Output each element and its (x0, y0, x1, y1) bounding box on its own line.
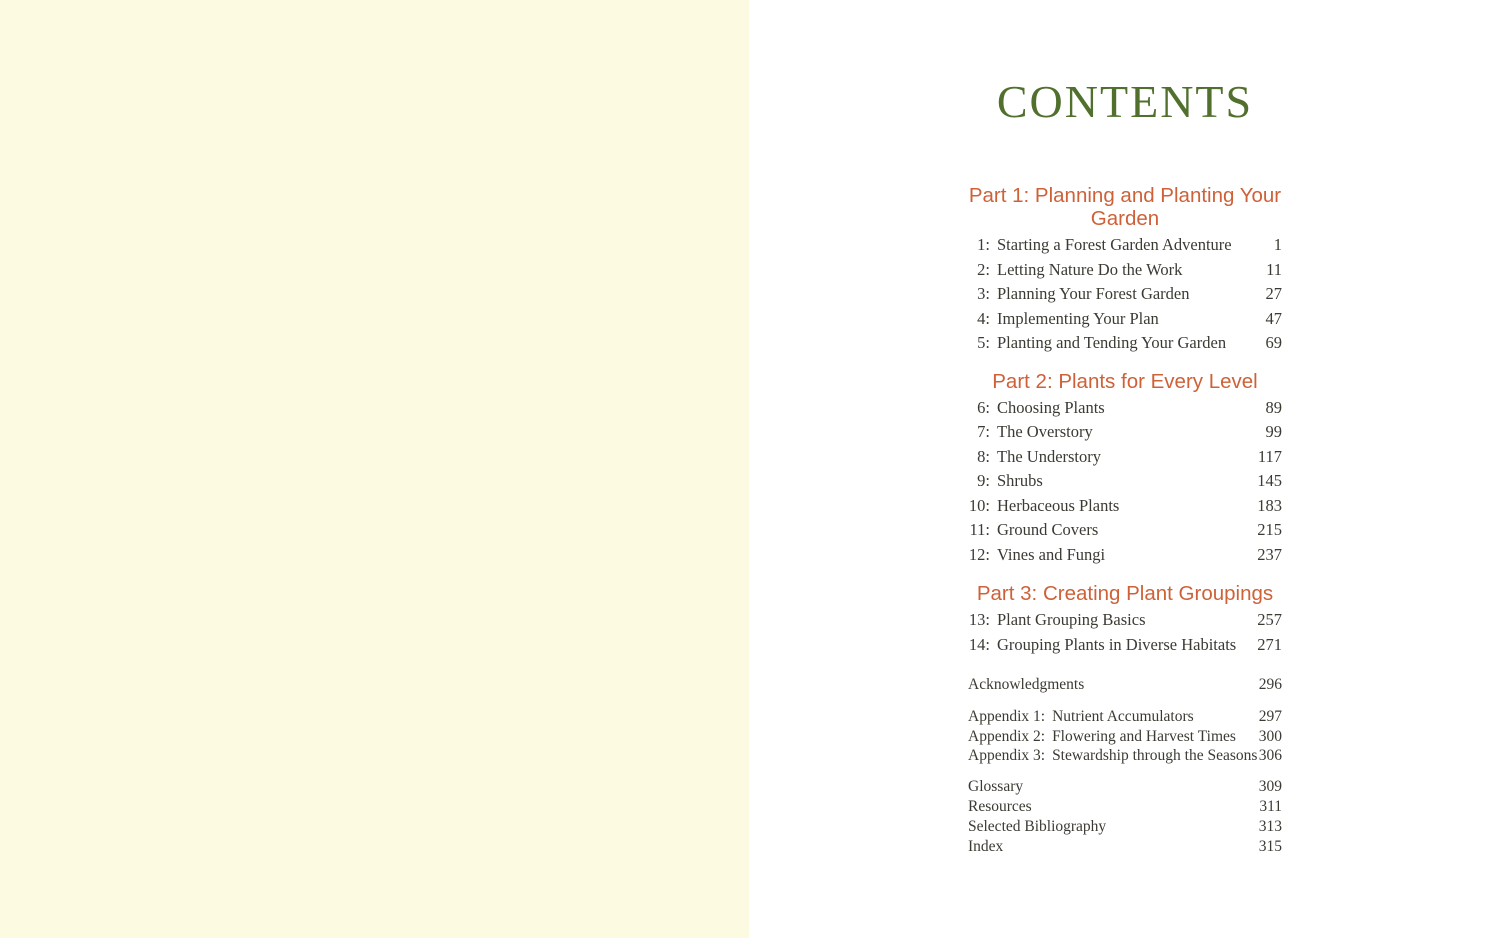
toc-parts (968, 184, 1282, 657)
chapter-title: The Understory (997, 446, 1102, 466)
back-matter-row (968, 707, 1282, 727)
chapter-row (968, 543, 1282, 568)
chapter-number: 14: (968, 634, 990, 654)
back-matter-row (968, 797, 1282, 817)
chapter-title: Shrubs (997, 471, 1043, 490)
toc-part (968, 582, 1282, 657)
chapter-page-number: 117 (1257, 446, 1282, 466)
chapter-page-number: 145 (1257, 471, 1282, 490)
chapter-number: 2: (977, 259, 990, 279)
toc-back-matter (968, 675, 1282, 856)
chapter-title: Planting and Tending Your Garden (997, 333, 1227, 352)
back-matter-row (968, 837, 1282, 857)
chapter-row (968, 608, 1282, 633)
back-matter-title: Selected Bibliography (968, 817, 1107, 835)
chapter-row (968, 633, 1282, 658)
toc-part (968, 184, 1282, 356)
chapter-number: 7: (977, 422, 990, 441)
back-matter-title: Glossary (968, 778, 1024, 796)
chapter-row (968, 469, 1282, 494)
chapter-page-number: 89 (1265, 397, 1282, 417)
back-matter-row (968, 727, 1282, 747)
back-matter-page-number: 311 (1259, 797, 1282, 815)
chapter-number: 9: (977, 471, 990, 490)
back-matter-group-acknowledgments (968, 675, 1282, 695)
chapter-row (968, 420, 1282, 445)
back-matter-row (968, 675, 1282, 695)
chapter-page-number: 11 (1266, 259, 1282, 279)
chapter-number: 3: (977, 284, 990, 303)
chapter-title: Herbaceous Plants (997, 495, 1120, 515)
chapter-row (968, 396, 1282, 421)
back-matter-group-reference (968, 777, 1282, 856)
back-matter-page-number: 313 (1258, 817, 1282, 835)
back-matter-row (968, 746, 1282, 766)
chapter-page-number: 69 (1265, 333, 1282, 352)
chapter-title: Grouping Plants in Diverse Habitats (997, 634, 1237, 654)
chapter-number: 11: (969, 520, 990, 539)
back-matter-page-number: 309 (1258, 778, 1282, 796)
chapter-title: Vines and Fungi (997, 544, 1106, 564)
chapter-page-number: 99 (1265, 422, 1282, 441)
chapter-title: The Overstory (997, 422, 1093, 441)
back-matter-label: Appendix 1: (968, 707, 1046, 725)
part-heading: Part 1: Planning and Planting Your Garden (968, 184, 1282, 230)
back-matter-page-number: 300 (1258, 727, 1282, 745)
chapter-title: Planning Your Forest Garden (997, 284, 1190, 303)
chapter-list (968, 608, 1282, 657)
chapter-row (968, 518, 1282, 543)
back-matter-label: Appendix 2: (968, 727, 1046, 745)
chapter-row (968, 331, 1282, 356)
back-matter-group-appendices (968, 707, 1282, 766)
toc-part (968, 370, 1282, 568)
back-matter-title: Index (968, 837, 1004, 855)
chapter-title: Choosing Plants (997, 397, 1105, 417)
chapter-number: 13: (968, 610, 990, 629)
chapter-number: 5: (977, 333, 990, 352)
back-matter-title: Resources (968, 797, 1032, 815)
back-matter-page-number: 296 (1258, 676, 1282, 693)
back-matter-title: Flowering and Harvest Times (1052, 727, 1236, 745)
chapter-number: 4: (977, 308, 990, 328)
left-blank-page (0, 0, 749, 938)
back-matter-title: Nutrient Accumulators (1052, 707, 1194, 725)
chapter-page-number: 257 (1257, 610, 1282, 629)
chapter-title: Starting a Forest Garden Adventure (997, 235, 1232, 254)
chapter-list (968, 396, 1282, 568)
chapter-row (968, 307, 1282, 332)
chapter-title: Letting Nature Do the Work (997, 259, 1183, 279)
chapter-number: 6: (977, 397, 990, 417)
chapter-row (968, 494, 1282, 519)
chapter-title: Ground Covers (997, 520, 1099, 539)
chapter-row (968, 258, 1282, 283)
back-matter-page-number: 297 (1258, 707, 1282, 725)
chapter-row (968, 233, 1282, 258)
chapter-row (968, 445, 1282, 470)
table-of-contents (968, 0, 1282, 856)
chapter-title: Implementing Your Plan (997, 308, 1159, 328)
chapter-number: 10: (968, 495, 990, 515)
chapter-title: Plant Grouping Basics (997, 610, 1146, 629)
chapter-page-number: 1 (1273, 235, 1282, 254)
chapter-number: 1: (977, 235, 990, 254)
chapter-row (968, 282, 1282, 307)
chapter-number: 12: (968, 544, 990, 564)
chapter-page-number: 237 (1257, 544, 1282, 564)
chapter-page-number: 47 (1265, 308, 1282, 328)
back-matter-page-number: 315 (1258, 837, 1282, 855)
chapter-page-number: 215 (1257, 520, 1282, 539)
back-matter-label: Appendix 3: (968, 747, 1046, 765)
chapter-page-number: 27 (1265, 284, 1282, 303)
chapter-page-number: 183 (1257, 495, 1282, 515)
back-matter-page-number: 306 (1258, 747, 1282, 765)
back-matter-row (968, 777, 1282, 797)
back-matter-title: Stewardship through the Seasons (1052, 747, 1258, 765)
part-heading: Part 2: Plants for Every Level (992, 369, 1258, 393)
chapter-page-number: 271 (1257, 634, 1282, 654)
back-matter-row (968, 817, 1282, 837)
page-title: CONTENTS (996, 76, 1254, 127)
contents-page (749, 0, 1500, 938)
chapter-list (968, 233, 1282, 356)
part-heading: Part 3: Creating Plant Groupings (976, 582, 1274, 605)
back-matter-title: Acknowledgments (968, 676, 1085, 693)
chapter-number: 8: (977, 446, 990, 466)
